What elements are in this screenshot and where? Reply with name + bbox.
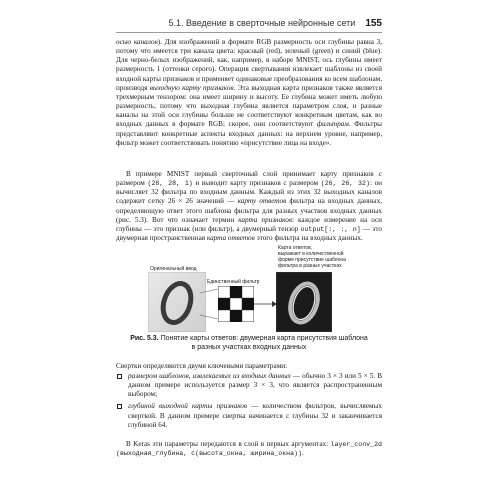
em-text: размером шаблонов, извлекаемых из входных данных xyxy=(128,372,291,380)
section-title: 5.1. Введение в сверточные нейронные сети xyxy=(168,18,356,28)
label-original-input: Оригинальный ввод xyxy=(150,266,197,272)
text-run: этого фильтра на входных данных. xyxy=(254,234,363,243)
text-run: и выводит карту признаков с размером xyxy=(192,179,321,188)
checkbox-bullet-icon xyxy=(117,374,122,379)
label-response-map xyxy=(278,245,388,269)
single-filter-grid xyxy=(218,286,254,322)
text-run: В Keras эти параметры передаются в слой в первых аргументах: xyxy=(126,440,331,448)
inline-code: (28, 28, 1) xyxy=(147,180,193,188)
em-text: глубиной выходной карты признаков xyxy=(128,402,248,411)
checkbox-bullet-icon xyxy=(117,404,122,409)
text-run: . Фильтры представляют конкретные аспекты входных данных: на верхнем уровне, например, фильтр может соответствовать понятию «присутствие лица на входе». xyxy=(116,120,382,147)
label-line: форме присутствие шаблона xyxy=(278,257,346,263)
label-line: Карта ответов, xyxy=(278,245,313,251)
text-run: — количеством фильтров, вычисляемых сверткой. В данном примере свертка начинается с глубины 32 и заканчивается глубиной 64. xyxy=(128,402,383,429)
text-run: . xyxy=(301,449,304,458)
running-header xyxy=(116,15,382,31)
text-run: . Эта выходная карта признаков также является трехмерным тензором: она имеет ширину и высоту. Ее глубина может иметь любую размерность, потому что выходная глубина является параметром слоя, и разные каналы на этой оси глубины больше не соответствуют конкретным цветам, как во входных данных в формате RGB; скорее, они соответствуют xyxy=(116,83,382,129)
text-run: Свертки определяются двумя ключевыми параметрами: xyxy=(116,362,288,370)
paragraph-4 xyxy=(116,440,382,458)
text-run: — обычно 3 × 3 или 5 × 5. В данном примере используется размер 3 × 3, что является распространенным выбором; xyxy=(128,372,382,399)
figure-caption xyxy=(116,334,382,352)
em-text: карту ответов xyxy=(237,197,287,206)
response-map-image xyxy=(276,272,332,332)
list-item xyxy=(116,372,382,399)
text-run: ). Для изображений в формате RGB размерность оси глубины равна 3, потому что имеется три канала цвета: красный (red), зеленый (green) и синий (blue). Для черно-белых изображений, как, например, в наборе MNIST, ось глубины имеет размерность 1 (оттенки серого). Операция свертывания извлекает шаблоны из своей входной карты признаков и применяет одинаковые преобразования ко всем шаблонам, производя xyxy=(116,38,382,92)
parameter-list xyxy=(116,372,382,433)
text-run: В примере MNIST первый сверточный слой принимает карту признаков с размером xyxy=(116,170,382,188)
paragraph-1 xyxy=(116,38,382,148)
original-input-image xyxy=(148,272,206,332)
text-run: : каждое измерение на оси глубины — это признак (или фильтр), а двумерный тензор xyxy=(116,215,383,233)
paragraph-3 xyxy=(116,362,382,371)
caption-text: Понятие карты ответов: двумерная карта присутствия шаблона xyxy=(158,335,368,342)
label-line: фильтра в разных участках xyxy=(278,263,342,269)
em-text: карта ответов xyxy=(206,234,255,243)
label-line: выражает в количественной xyxy=(278,251,344,257)
caption-text: в разных участках входных данных xyxy=(191,344,307,351)
arrow-to-response xyxy=(254,298,278,310)
caption-number: Рис. 5.3. xyxy=(130,335,159,342)
page-number: 155 xyxy=(365,17,382,29)
em-text: фильтрам xyxy=(316,120,349,129)
em-text: выходную карту признаков xyxy=(149,83,234,92)
inline-code: output[:, :, n] xyxy=(300,225,361,233)
inline-code: (выходная_глубина, c(высота_окна, ширина_окна)) xyxy=(116,450,302,458)
em-text: карта признаков xyxy=(238,215,292,224)
text-run: — это двумерная пространственная xyxy=(116,224,382,243)
em-text: осью каналов xyxy=(116,38,158,46)
paragraph-2 xyxy=(116,170,382,243)
text-run: : он вычисляет 32 фильтра по входным данным. Каждый из этих 32 выходных каналов содержит сетку 26 × 26 значений — xyxy=(116,179,383,206)
inline-code: (26, 26, 32) xyxy=(320,180,370,188)
label-single-filter: Единственный фильтр xyxy=(207,279,260,285)
text-run: фильтра на входных данных, определяющую ответ этого шаблона фильтра для разных участков входных данных (рис. 5.3). Вот что означает термин xyxy=(116,197,382,224)
inline-code: layer_conv_2d xyxy=(330,441,382,448)
header-rule xyxy=(116,32,382,33)
list-item xyxy=(116,402,382,429)
